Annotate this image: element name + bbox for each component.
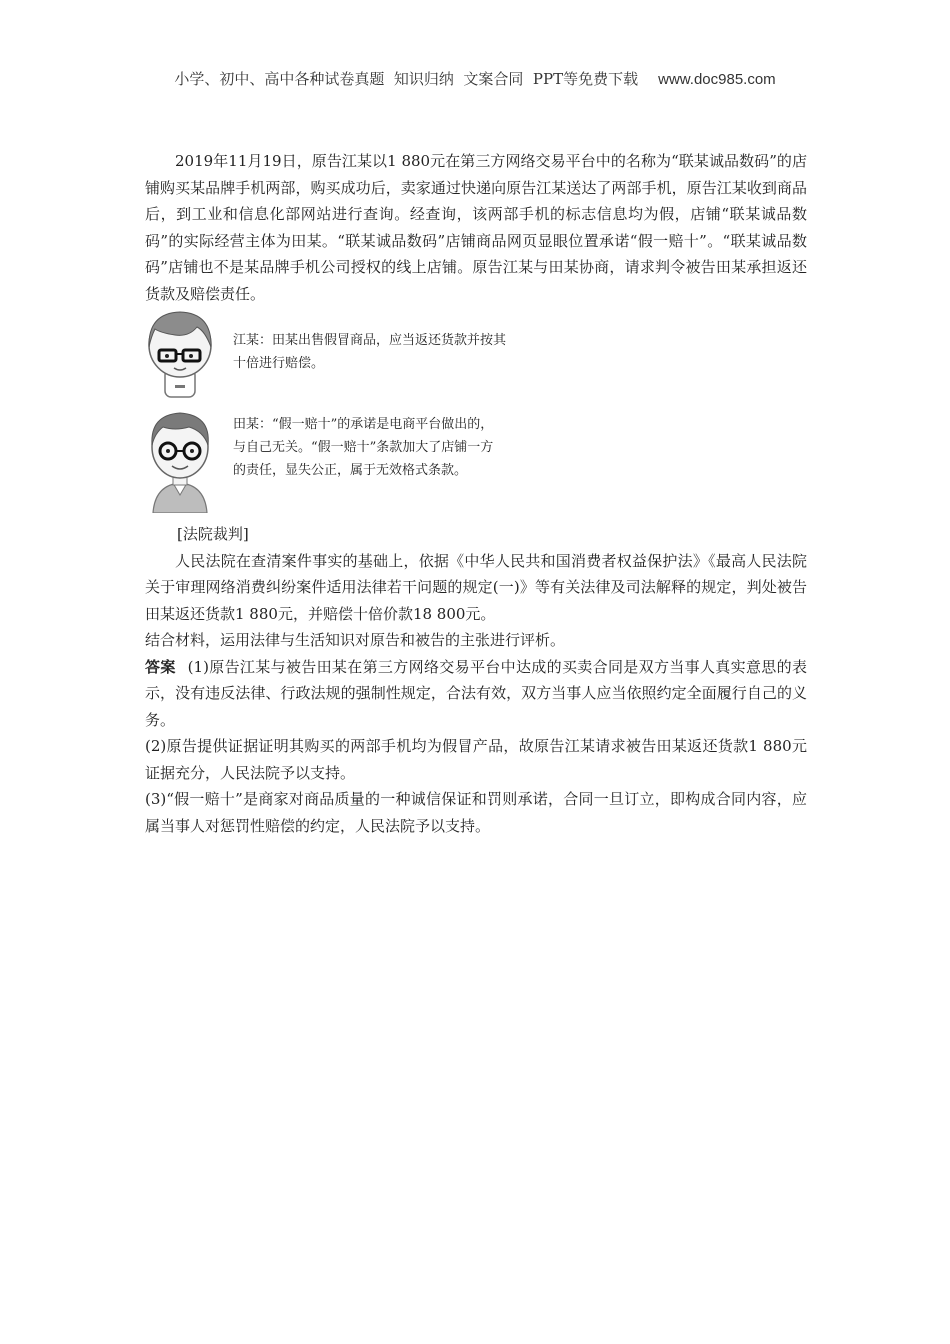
- boy-avatar-icon: [145, 307, 215, 399]
- man-avatar-icon: [145, 409, 215, 513]
- answer-point-2: (2)原告提供证据证明其购买的两部手机均为假冒产品，故原告江某请求被告田某返还货款1 880元证据充分，人民法院予以支持。: [145, 737, 807, 782]
- case-paragraph: 2019年11月19日，原告江某以1 880元在第三方网络交易平台中的名称为“联某诚品数码”的店铺购买某品牌手机两部，购买成功后，卖家通过快递向原告江某送达了两部手机，原告江某收到商品后，到工业和信息化部网站进行查询。经查询，该两部手机的标志信息均为假，店铺“联某诚品数码”的实际经营主体为田某。“联某诚品数码”店铺商品网页显眼位置承诺“假一赔十”。“联某诚品数码”店铺也不是某品牌手机公司授权的线上店铺。原告江某与田某协商，请求判令被告田某承担返还货款及赔偿责任。: [145, 152, 807, 303]
- plaintiff-speech: 江某：田某出售假冒商品，应当返还货款并按其十倍进行赔偿。: [233, 333, 507, 371]
- dialog-plaintiff: [145, 307, 807, 403]
- page-header: [0, 68, 950, 89]
- ruling-label: [法院裁判]: [177, 525, 249, 543]
- header-text: 小学、初中、高中各种试卷真题 知识归纳 文案合同 PPT等免费下载: [174, 70, 639, 88]
- answer-point-1-text: (1)原告江某与被告田某在第三方网络交易平台中达成的买卖合同是双方当事人真实意思的表示，没有违反法律、行政法规的强制性规定，合法有效，双方当事人应当依照约定全面履行自己的义务。: [145, 657, 807, 729]
- header-url[interactable]: www.doc985.com: [658, 71, 776, 88]
- ruling-paragraph: 人民法院在查清案件事实的基础上，依据《中华人民共和国消费者权益保护法》《最高人民法院关于审理网络消费纠纷案件适用法律若干问题的规定(一)》等有关法律及司法解释的规定，判处被告田某返还货款1 880元，并赔偿十倍价款18 800元。: [145, 551, 807, 623]
- answer-label: 答案: [145, 657, 176, 676]
- answer-point-1: [145, 654, 807, 734]
- document-body: [145, 148, 807, 839]
- defendant-speech: 田某：“假一赔十”的承诺是电商平台做出的，与自己无关。“假一赔十”条款加大了店铺一方的责任，显失公正，属于无效格式条款。: [233, 417, 494, 478]
- answer-point-3: (3)“假一赔十”是商家对商品质量的一种诚信保证和罚则承诺，合同一旦订立，即构成合同内容，应属当事人对惩罚性赔偿的约定，人民法院予以支持。: [145, 790, 807, 835]
- question-text: 结合材料，运用法律与生活知识对原告和被告的主张进行评析。: [145, 631, 566, 649]
- dialog-defendant: [145, 409, 807, 519]
